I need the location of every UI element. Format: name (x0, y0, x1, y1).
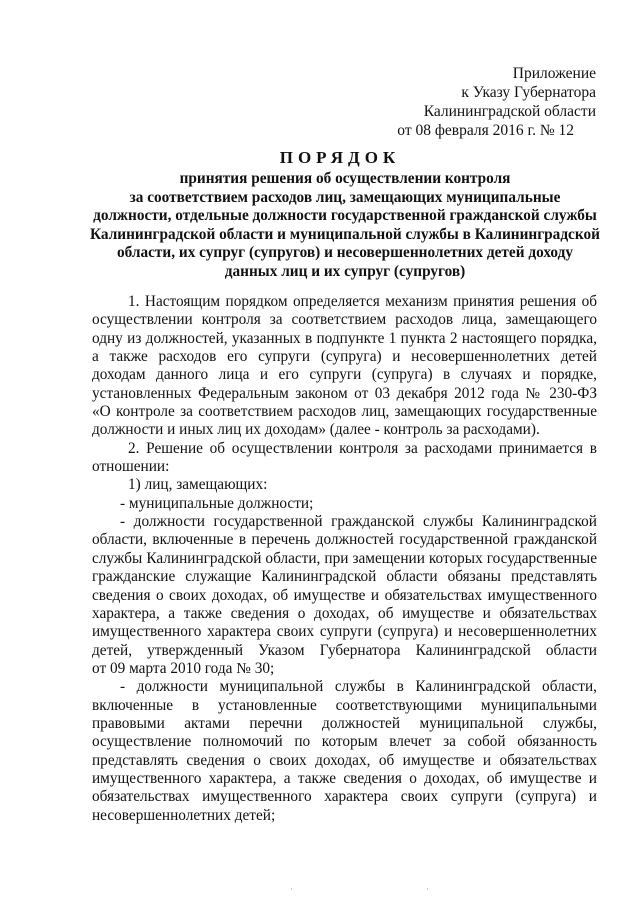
appendix-date: от 08 февраля 2016 г. № 12 (397, 122, 574, 139)
body-line: «О контроле за соответствием расходов лиц, замещающих государственные (92, 403, 597, 421)
body-line: службы Калининградской области, при замещении которых государственные (92, 549, 597, 567)
body-line: от 09 марта 2010 года № 30; (92, 659, 275, 677)
subtitle-line: области, их супруг (супругов) и несовершеннолетних детей доходу (116, 244, 574, 262)
body-line: характера, а также сведения о доходах, об имуществе и обязательствах (92, 604, 597, 622)
subtitle-line: данных лиц и их супруг (супругов) (224, 262, 466, 280)
body-line: одну из должностей, указанных в подпункте 1 пункта 2 настоящего порядка, (92, 329, 597, 347)
body-line: обязательствах имущественного характера своих супруги (супруга) и (92, 788, 597, 806)
body-line: правовыми актами перечни должностей муниципальной службы, (92, 714, 597, 732)
body-line: осуществлении контроля за соответствием расходов лица, замещающего (92, 311, 597, 329)
appendix-region: Калининградской области (423, 103, 596, 120)
document-body (92, 293, 597, 825)
subtitle-line: должности, отдельные должности государственной гражданской службы (93, 207, 597, 225)
body-line: имущественного характера, а также сведения о доходах, об имуществе и (92, 769, 597, 787)
body-line: - должности государственной гражданской службы Калининградской (120, 513, 597, 531)
subtitle-line: Калининградской области и муниципальной службы в Калининградской (90, 225, 600, 243)
body-line: отношении: (92, 458, 170, 476)
body-line: несовершеннолетних детей; (92, 806, 276, 824)
body-line: включенные в установленные соответствующими муниципальными (92, 696, 597, 714)
appendix-header (296, 64, 596, 140)
body-line: должности и иных лиц их доходам» (далее - контроль за расходами). (92, 421, 540, 439)
body-line: 2. Решение об осуществлении контроля за расходами принимается в (128, 439, 597, 457)
body-line: 1. Настоящим порядком определяется механизм принятия решения об (128, 293, 597, 310)
body-line: сведения о своих доходах, об имуществе и обязательствах имущественного (92, 586, 597, 604)
document-subtitle (84, 170, 606, 282)
body-line: представлять сведения о своих доходах, об имуществе и обязательствах (92, 751, 597, 769)
body-line: имущественного характера своих супруги (супруга) и несовершеннолетних (92, 623, 597, 641)
body-line: установленных Федеральным законом от 03 декабря 2012 года № 230-ФЗ (92, 384, 597, 402)
subtitle-line: за соответствием расходов лиц, замещающих муниципальные (129, 188, 561, 206)
body-line: гражданские служащие Калининградской области обязаны представлять (92, 568, 597, 586)
body-line: области, включенные в перечень должностей государственной гражданской (92, 531, 597, 549)
body-line: а также расходов его супруги (супруга) и несовершеннолетних детей (92, 348, 597, 366)
body-line: доходам данного лица и его супруги (супруга) в случаях и порядке, (92, 366, 597, 384)
appendix-decree: к Указу Губернатора (461, 84, 596, 101)
body-line: - муниципальные должности; (120, 494, 314, 512)
scan-speck: · (426, 885, 429, 894)
body-line: - должности муниципальной службы в Калининградской области, (120, 678, 597, 696)
appendix-label: Приложение (512, 65, 596, 82)
document-title: ПОРЯДОК (279, 148, 401, 167)
body-line: 1) лиц, замещающих: (128, 476, 268, 494)
subtitle-line: принятия решения об осуществлении контроля (179, 170, 511, 187)
body-line: детей, утвержденный Указом Губернатора Калининградской области (92, 641, 597, 659)
body-line: осуществление полномочий по которым влечет за собой обязанность (92, 733, 597, 751)
scan-speck: · (290, 885, 293, 894)
